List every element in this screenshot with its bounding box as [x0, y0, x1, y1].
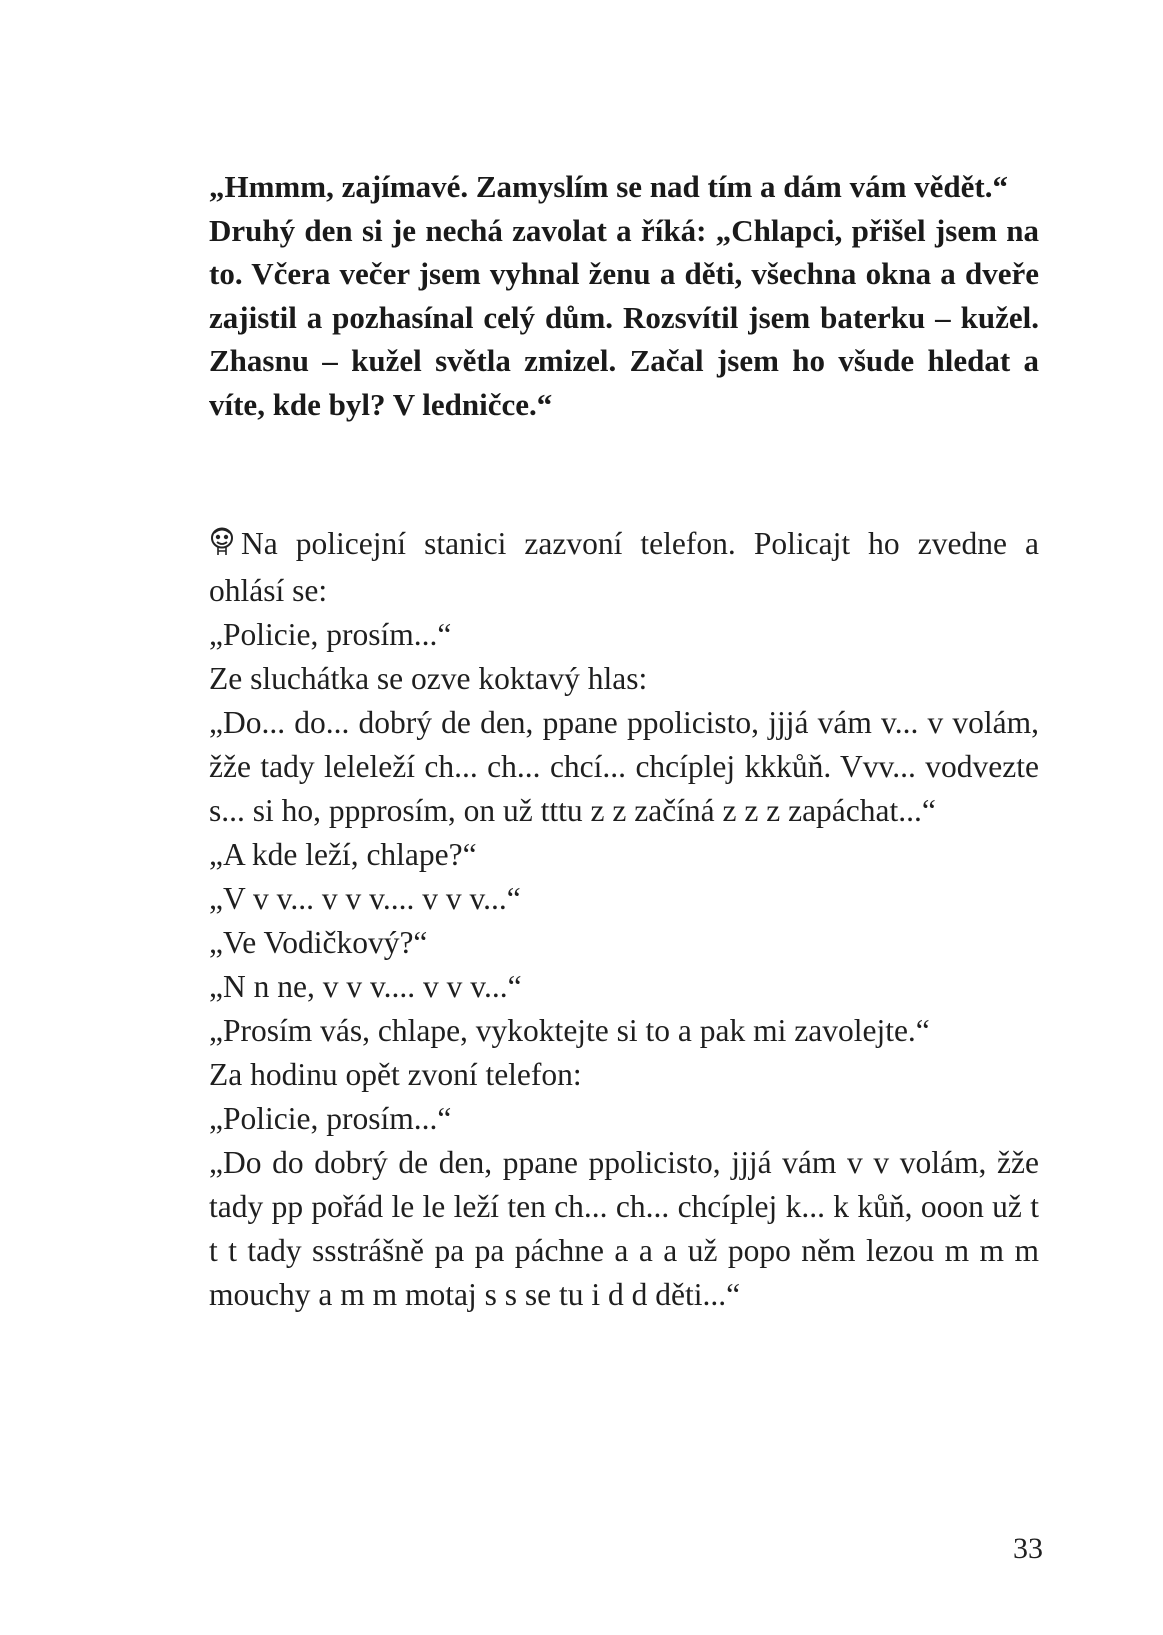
line: Ze sluchátka se ozve koktavý hlas:: [209, 661, 648, 696]
joke-intro: [209, 522, 1039, 613]
line: „Prosím vás, chlape, vykoktejte si to a pak mi zavolejte.“: [209, 1013, 930, 1048]
line: „Policie, prosím...“: [209, 1101, 452, 1136]
paragraph: „Hmmm, zajímavé. Zamyslím se nad tím a dám vám vědět.“: [209, 169, 1009, 204]
paragraph: Druhý den si je nechá zavolat a říká: „Chlapci, přišel jsem na to. Včera večer jsem vyhnal ženu a děti, všechna okna a dveře zajistil a pozhasínal celý dům. Rozsvítil jsem baterku – kužel. Zhasnu – kužel světla zmizel. Začal jsem ho všude hledat a víte, kde byl? V ledničce.“: [209, 212, 1039, 422]
joke-police-call: [209, 522, 1039, 1317]
line: „N n ne, v v v.... v v v...“: [209, 969, 522, 1004]
page-number: 33: [1013, 1532, 1043, 1565]
line: „Ve Vodičkový?“: [209, 925, 428, 960]
line: Za hodinu opět zvoní telefon:: [209, 1057, 582, 1092]
line: „Policie, prosím...“: [209, 617, 452, 652]
line: „Do do dobrý de den, ppane ppolicisto, jjjá vám v v volám, žže tady pp pořád le le leží ten ch... ch... chcíplej k... k kůň, ooon už t t t tady ssstrášně pa pa páchne a a a už popo něm lezou m m m mouchy a m m motaj s s se tu i d d děti...“: [209, 1145, 1039, 1312]
smiley-face-icon: [209, 525, 235, 569]
joke-ending-bold: [209, 165, 1039, 426]
intro-text: Na policejní stanici zazvoní telefon. Policajt ho zvedne a ohlásí se:: [209, 526, 1039, 608]
line: „V v v... v v v.... v v v...“: [209, 881, 521, 916]
line: „A kde leží, chlape?“: [209, 837, 477, 872]
line: „Do... do... dobrý de den, ppane ppolicisto, jjjá vám v... v volám, žže tady leleleží ch... ch... chcí... chcíplej kkkůň. Vvv... vodvezte s... si ho, ppprosím, on už tttu z z začíná z z z zapáchat...“: [209, 705, 1039, 828]
